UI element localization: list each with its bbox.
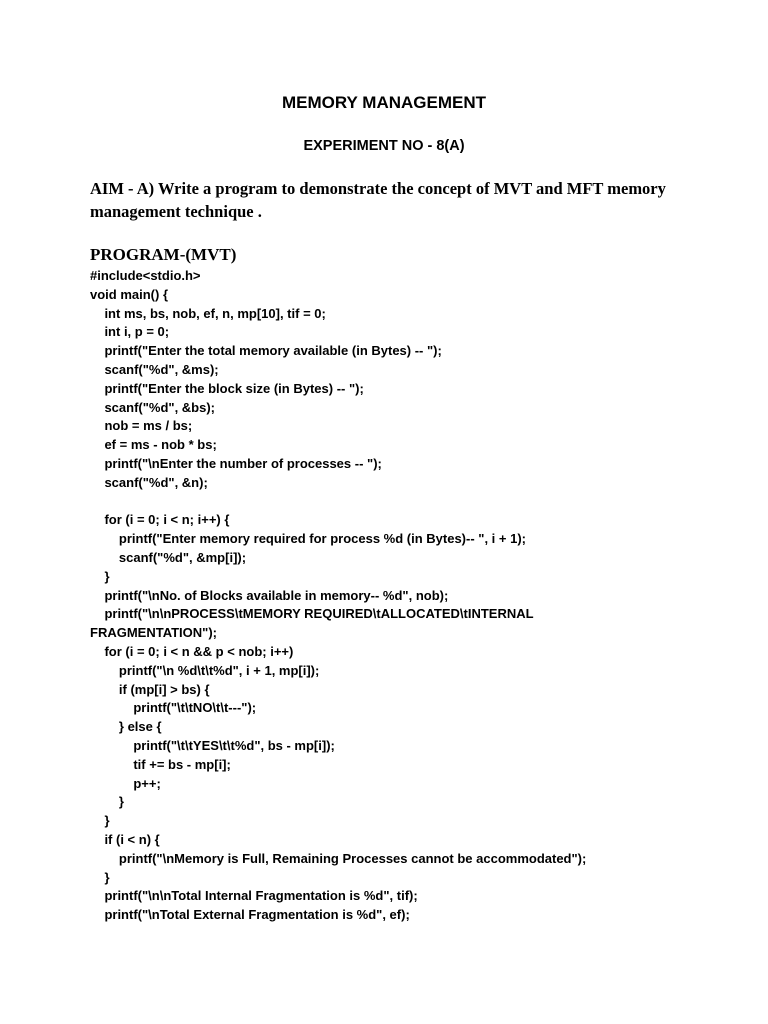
code-line: printf("\t\tNO\t\t---"); [90, 700, 257, 716]
code-line: } [90, 568, 110, 584]
code-line: ef = ms - nob * bs; [90, 437, 217, 453]
code-line: } else { [90, 719, 162, 735]
code-line: if (i < n) { [90, 831, 160, 847]
code-line: scanf("%d", &n); [90, 474, 208, 490]
code-line: scanf("%d", &bs); [90, 399, 216, 415]
code-line: printf("\n\nPROCESS\tMEMORY REQUIRED\tALLOCATED\tINTERNAL [90, 606, 534, 622]
code-line: p++; [90, 775, 161, 791]
aim-statement: AIM - A) Write a program to demonstrate the concept of MVT and MFT memory management technique . [90, 179, 666, 221]
code-line: printf("Enter the total memory available (in Bytes) -- "); [90, 343, 442, 359]
code-line: scanf("%d", &ms); [90, 361, 219, 377]
code-line: for (i = 0; i < n; i++) { [90, 512, 230, 528]
code-line: int ms, bs, nob, ef, n, mp[10], tif = 0; [90, 305, 326, 321]
code-line: printf("\nEnter the number of processes -- "); [90, 455, 382, 471]
document-title: MEMORY MANAGEMENT [282, 93, 486, 112]
code-line: } [90, 869, 110, 885]
code-line: #include<stdio.h> [90, 268, 201, 283]
code-line: printf("\nTotal External Fragmentation is %d", ef); [90, 907, 410, 923]
code-line: void main() { [90, 286, 169, 302]
code-line: if (mp[i] > bs) { [90, 681, 210, 697]
experiment-number: EXPERIMENT NO - 8(A) [303, 138, 465, 154]
code-line: tif += bs - mp[i]; [90, 756, 231, 772]
code-line: FRAGMENTATION"); [90, 625, 217, 641]
code-line: printf("\nMemory is Full, Remaining Processes cannot be accommodated"); [90, 850, 587, 866]
program-heading: PROGRAM-(MVT) [90, 245, 237, 264]
code-listing [90, 267, 730, 925]
code-line: printf("\t\tYES\t\t%d", bs - mp[i]); [90, 737, 335, 753]
code-line: printf("\n %d\t\t%d", i + 1, mp[i]); [90, 662, 320, 678]
code-line: printf("Enter memory required for process %d (in Bytes)-- ", i + 1); [90, 531, 526, 547]
code-line: printf("\nNo. of Blocks available in memory-- %d", nob); [90, 587, 449, 603]
code-line: } [90, 813, 110, 829]
code-line: printf("Enter the block size (in Bytes) -- "); [90, 380, 364, 396]
code-line: for (i = 0; i < n && p < nob; i++) [90, 643, 294, 659]
code-line: printf("\n\nTotal Internal Fragmentation is %d", tif); [90, 888, 418, 904]
code-line: } [90, 794, 124, 810]
code-line [90, 493, 730, 512]
code-line: nob = ms / bs; [90, 418, 193, 434]
code-line: int i, p = 0; [90, 324, 170, 340]
code-line: scanf("%d", &mp[i]); [90, 549, 247, 565]
